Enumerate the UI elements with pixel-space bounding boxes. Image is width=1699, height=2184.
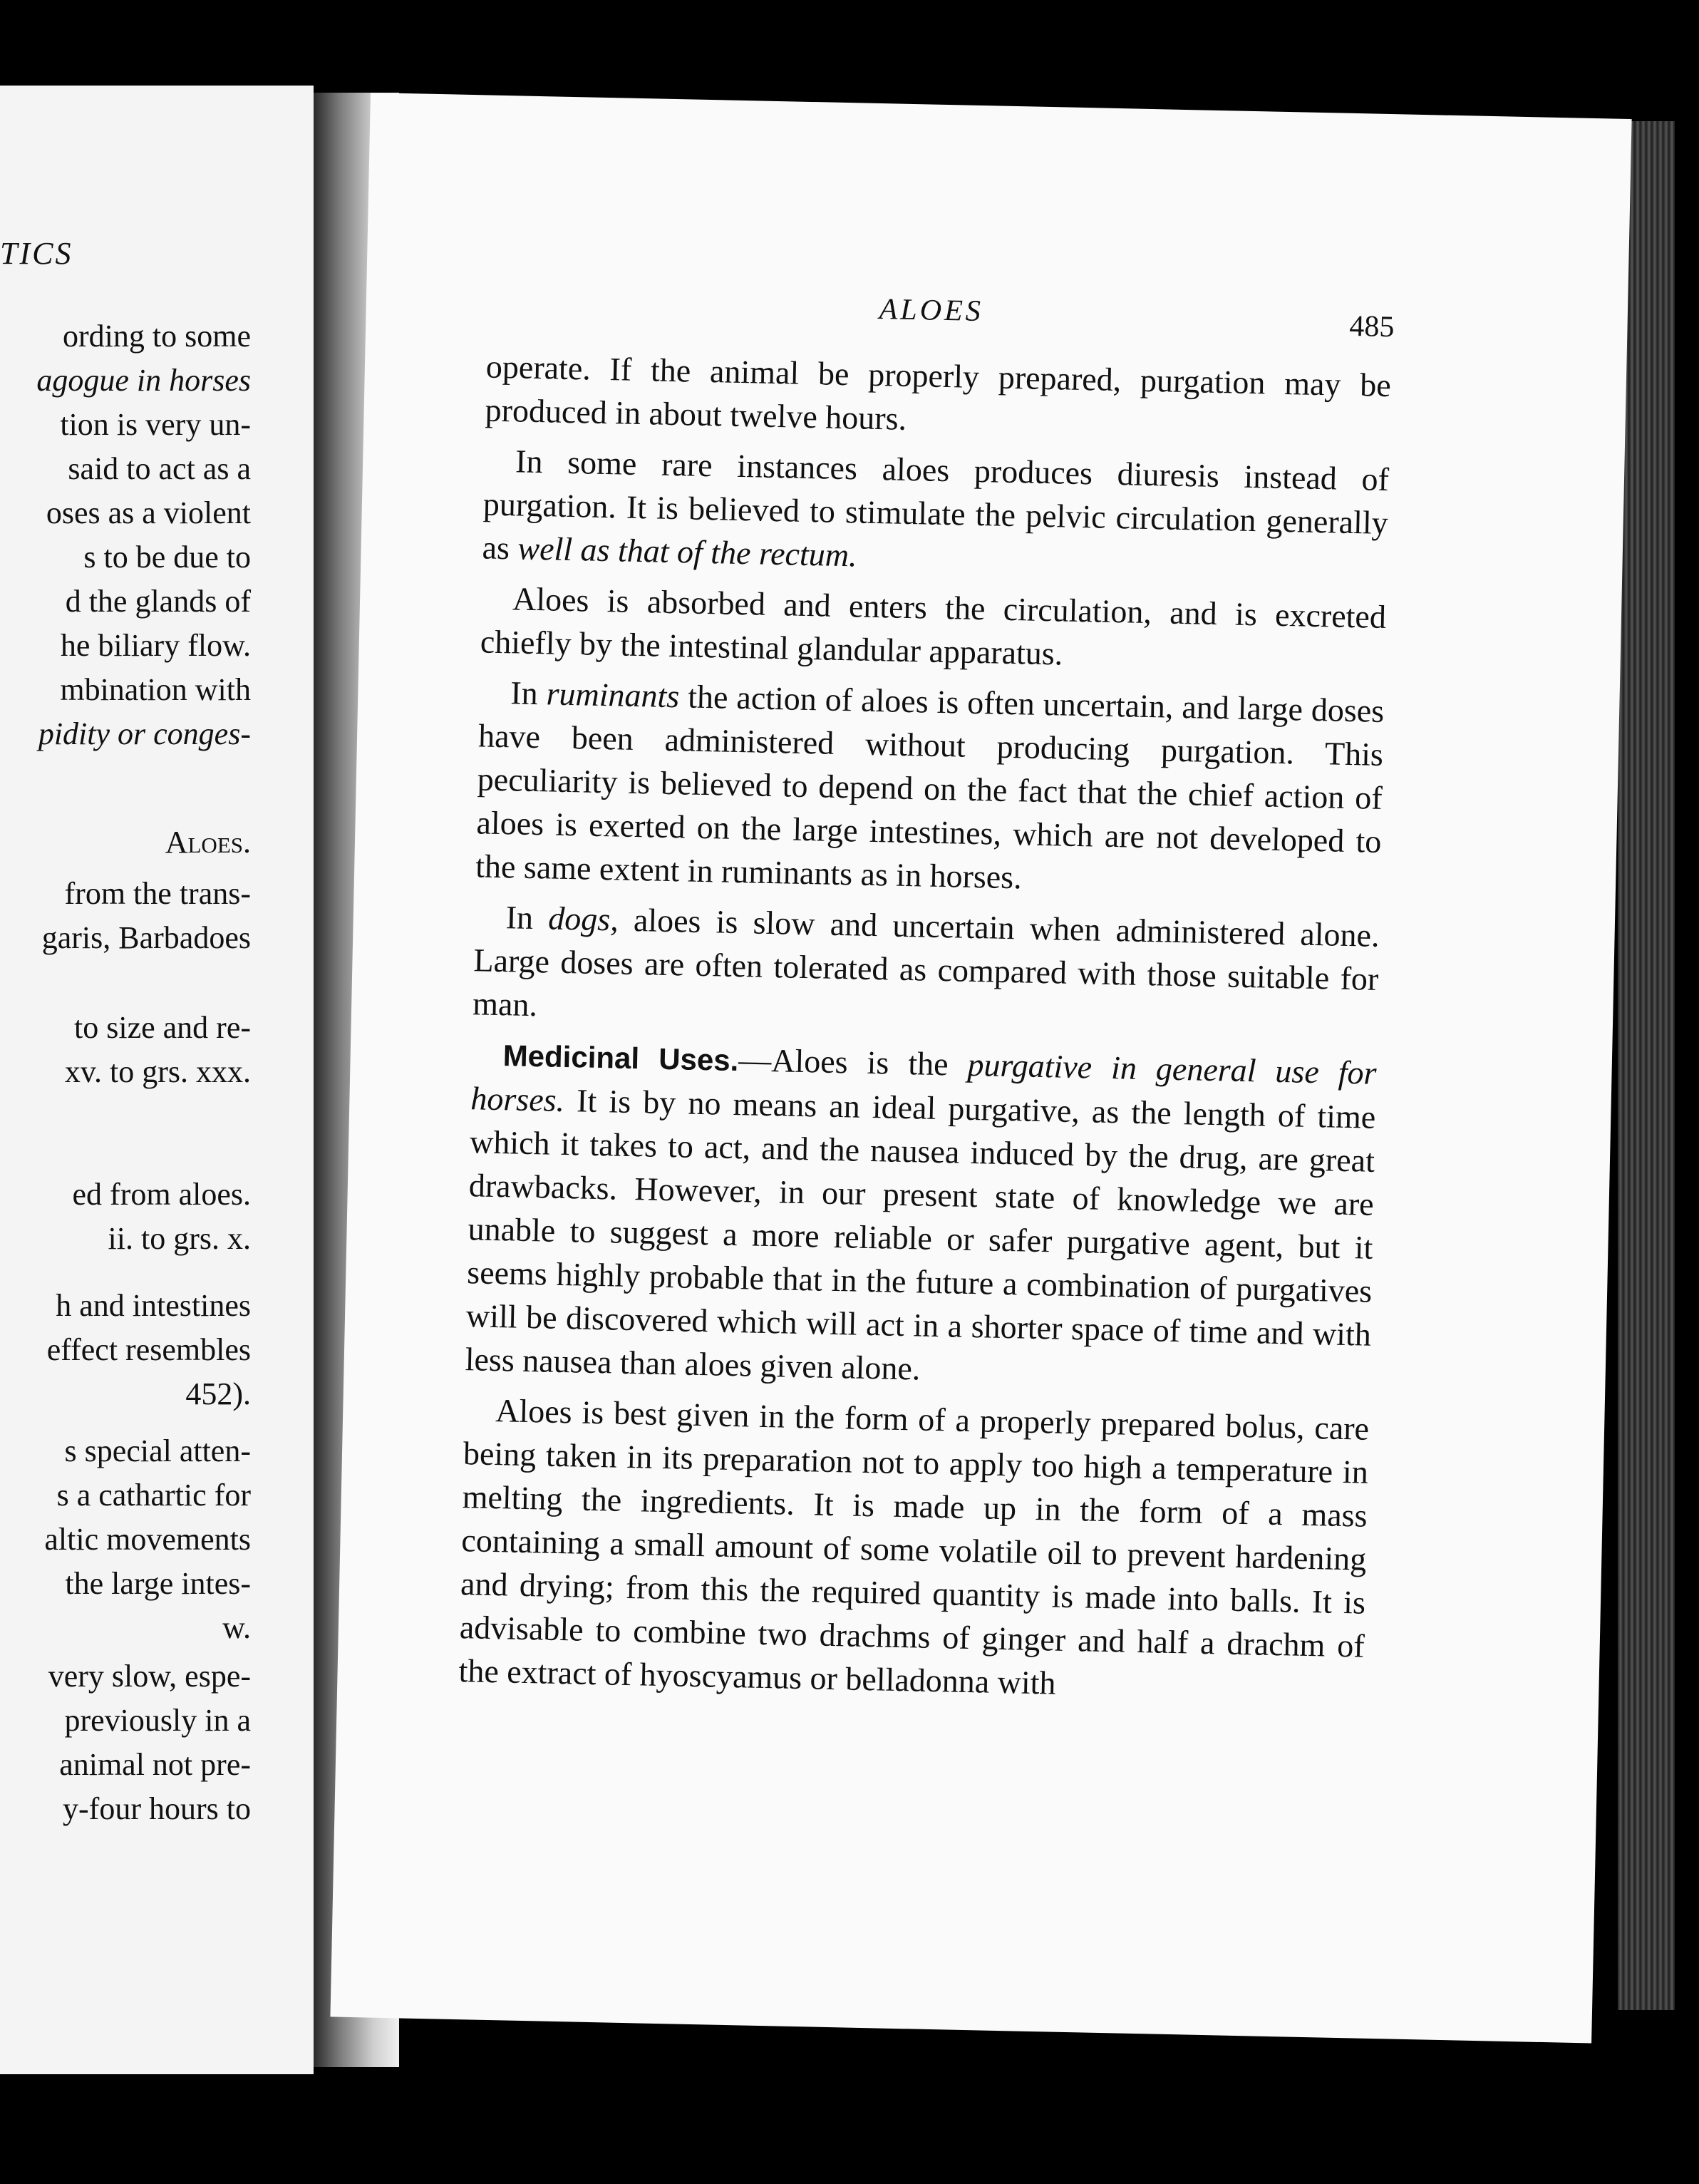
body-text bbox=[458, 344, 1392, 1718]
left-line: he biliary flow. bbox=[60, 628, 251, 663]
left-line: the large intes- bbox=[65, 1566, 251, 1601]
paragraph: Aloes is best given in the form of a properly prepared bolus, care being taken in its preparation not to apply too high a temperature in melting the ingredients. It is made up in the form of a mass containing a small amount of some volatile oil to prevent hardening and drying; from this the required quantity is made into balls. It is advisable to combine two drachms of ginger and half a drachm of the extract of hyoscyamus or belladonna with bbox=[458, 1392, 1370, 1701]
left-line: s special atten- bbox=[64, 1433, 251, 1468]
left-line: xv. to grs. xxx. bbox=[64, 1054, 251, 1089]
running-head: ALOES bbox=[879, 293, 984, 329]
left-running-head: TICS bbox=[0, 236, 73, 271]
left-line: animal not pre- bbox=[59, 1747, 251, 1782]
paragraph: operate. If the animal be properly prepared, purgation may be produced in about twelve hours. bbox=[485, 348, 1392, 437]
left-page bbox=[0, 86, 314, 2074]
left-line: garis, Barbadoes bbox=[41, 920, 251, 955]
left-line: mbination with bbox=[60, 672, 251, 707]
paragraph: In some rare instances aloes produces diuresis instead of purgation. It is believed to stimulate the pelvic circulation generally as well as that of the rectum. bbox=[482, 443, 1390, 574]
left-line: tion is very un- bbox=[60, 407, 251, 442]
left-line: s to be due to bbox=[83, 540, 251, 575]
left-line: altic movements bbox=[44, 1522, 251, 1557]
section-heading: Medicinal Uses. bbox=[502, 1039, 739, 1078]
left-line: agogue in horses bbox=[36, 363, 251, 398]
left-line: from the trans- bbox=[64, 876, 251, 911]
paragraph: In dogs, aloes is slow and uncertain when administered alone. Large doses are often tolerated as compared with those suitable for man. bbox=[472, 899, 1380, 1024]
left-line: h and intestines bbox=[56, 1288, 251, 1323]
left-line: 452). bbox=[185, 1376, 251, 1411]
left-line: d the glands of bbox=[65, 584, 251, 619]
left-line: w. bbox=[222, 1610, 251, 1645]
left-line: oses as a violent bbox=[46, 495, 251, 530]
left-line: ording to some bbox=[63, 319, 251, 354]
left-line: said to act as a bbox=[68, 451, 251, 486]
left-line: effect resembles bbox=[46, 1332, 251, 1367]
left-line: y-four hours to bbox=[63, 1791, 251, 1826]
left-line: pidity or conges- bbox=[38, 716, 251, 751]
page-edges bbox=[1618, 121, 1675, 2010]
left-line: very slow, espe- bbox=[48, 1659, 251, 1694]
right-page bbox=[330, 93, 1631, 2043]
paragraph: In ruminants the action of aloes is often uncertain, and large doses have been administered without producing purgation. This peculiarity is believed to depend on the fact that the chief action of aloes is exerted on the large intestines, which are not developed to the same extent in ruminants as in horses. bbox=[475, 674, 1385, 896]
left-line: ed from aloes. bbox=[72, 1177, 251, 1212]
left-line: Aloes. bbox=[165, 825, 251, 860]
left-line: s a cathartic for bbox=[56, 1478, 251, 1513]
left-line: ii. to grs. x. bbox=[108, 1221, 251, 1256]
left-line: previously in a bbox=[64, 1703, 251, 1738]
paragraph: Aloes is absorbed and enters the circulation, and is excreted chiefly by the intestinal glandular apparatus. bbox=[480, 580, 1387, 672]
page-header bbox=[366, 282, 1628, 344]
page-number: 485 bbox=[1348, 309, 1395, 344]
left-line: to size and re- bbox=[74, 1010, 251, 1045]
paragraph: Medicinal Uses.—Aloes is the purgative in general use for horses. It is by no means an ideal purgative, as the length of time which it takes to act, and the nausea induced by the drug, are great drawbacks. However, in our present state of knowledge we are unable to suggest a more reliable or safer purgative agent, but it seems highly probable that in the future a combination of purgatives will be discovered which will act in a shorter space of time and with less nausea than aloes given alone. bbox=[465, 1039, 1378, 1387]
